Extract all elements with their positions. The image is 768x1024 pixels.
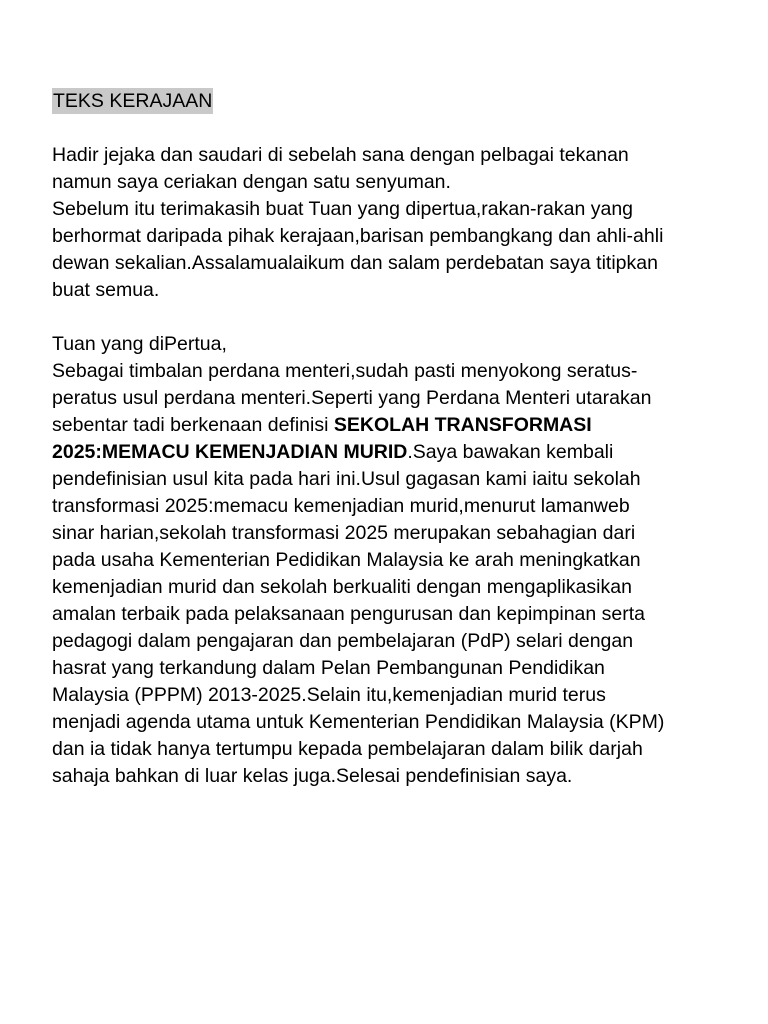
text-line: Sebelum itu terimakasih buat Tuan yang dipertua,rakan-rakan yang: [52, 198, 634, 220]
spacer: [52, 304, 728, 331]
text-line: Malaysia (PPPM) 2013-2025.Selain itu,kemenjadian murid terus: [52, 684, 606, 706]
text-line: buat semua.: [52, 279, 160, 301]
text-line: namun saya ceriakan dengan satu senyuman.: [52, 171, 451, 193]
salutation: Tuan yang diPertua,: [52, 333, 227, 355]
intro-paragraph: [52, 142, 728, 304]
text-line: pada usaha Kementerian Pedidikan Malaysia ke arah meningkatkan: [52, 549, 641, 571]
text-line: dan ia tidak hanya tertumpu kepada pembelajaran dalam bilik darjah: [52, 738, 643, 760]
text-line: pedagogi dalam pengajaran dan pembelajaran (PdP) selari dengan: [52, 630, 634, 652]
text-line: Sebagai timbalan perdana menteri,sudah pasti menyokong seratus-: [52, 360, 638, 382]
document-page: [52, 88, 728, 790]
text-line: sahaja bahkan di luar kelas juga.Selesai pendefinisian saya.: [52, 765, 573, 787]
text-line: amalan terbaik pada pelaksanaan pengurusan dan kepimpinan serta: [52, 603, 645, 625]
text-line: transformasi 2025:memacu kemenjadian murid,menurut lamanweb: [52, 495, 630, 517]
bold-title-part2: 2025:MEMACU KEMENJADIAN MURID: [52, 441, 408, 463]
bold-title-part1: SEKOLAH TRANSFORMASI: [333, 414, 592, 436]
text-line: hasrat yang terkandung dalam Pelan Pembangunan Pendidikan: [52, 657, 605, 679]
text-line-mixed: [52, 412, 728, 439]
text-line: pendefinisian usul kita pada hari ini.Usul gagasan kami iaitu sekolah: [52, 468, 641, 490]
text-line: berhormat daripada pihak kerajaan,barisan pembangkang dan ahli-ahli: [52, 225, 664, 247]
text-line: menjadi agenda utama untuk Kementerian Pendidikan Malaysia (KPM): [52, 711, 665, 733]
text-segment: .Saya bawakan kembali: [407, 441, 614, 463]
body-paragraph: [52, 331, 728, 790]
text-line: sinar harian,sekolah transformasi 2025 merupakan sebahagian dari: [52, 522, 636, 544]
text-line: kemenjadian murid dan sekolah berkualiti dengan mengaplikasikan: [52, 576, 632, 598]
document-heading: TEKS KERAJAAN: [53, 90, 213, 112]
text-line: peratus usul perdana menteri.Seperti yang Perdana Menteri utarakan: [52, 387, 652, 409]
text-line: Hadir jejaka dan saudari di sebelah sana dengan pelbagai tekanan: [52, 144, 629, 166]
text-line: dewan sekalian.Assalamualaikum dan salam perdebatan saya titipkan: [52, 252, 658, 274]
text-segment: sebentar tadi berkenaan definisi: [52, 414, 334, 436]
spacer: [52, 115, 728, 142]
text-line-mixed: [52, 439, 728, 466]
